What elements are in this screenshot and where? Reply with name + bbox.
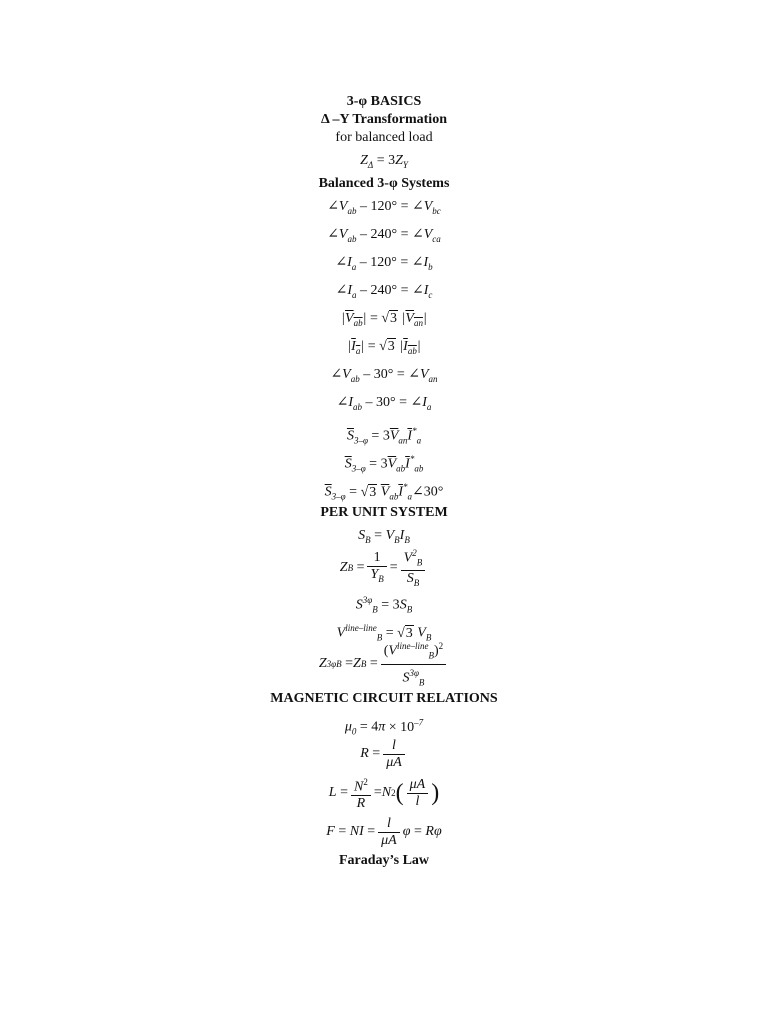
eq-vab-mag: $|V_{ab}|$ = √ 3 $|V_{an}|$ — [0, 305, 768, 333]
eq-s3phi-van: $\overline{S}_{3-\varphi} = 3\overline{V}_{an}\overline{I}^*_a$ — [346, 426, 422, 446]
eq-vab-240: $\angle V_{ab} - 240^\circ$ = $\angle V_{ca}$ — [327, 227, 441, 244]
eq-vab-30: $\angle V_{ab} - 30^\circ$ = $\angle V_{an}$ — [330, 367, 438, 384]
eq-reluctance: R = $\frac{l}{\mu A}$ — [0, 736, 768, 772]
heading-per-unit: PER UNIT SYSTEM — [320, 505, 448, 520]
heading-3phase-basics: 3-φ BASICS — [346, 94, 422, 109]
eq-inductance: L = $\frac{N^2}{R}$ = N 2 ( $\frac{\mu A}{l}$ ) — [0, 772, 768, 814]
eq-sb3phi: $S^{3\varphi}_B = 3S_B$ — [355, 595, 413, 615]
eq-sb: $S_B = V_BI_B$ — [358, 528, 410, 545]
subheading-balanced-load: for balanced load — [335, 130, 433, 145]
eq-zb3phi: Z 3φ B = Z B = $\frac{(V^{line-line}_B)^2}{S^{3\varphi}_B}$ — [0, 642, 768, 686]
eq-ia-mag: $|I_a|$ = √ 3 $|I_{ab}|$ — [0, 333, 768, 361]
eq-s3phi-vab: $\overline{S}_{3-\varphi} = 3\overline{V}_{ab}\overline{I}^*_{ab}$ — [344, 454, 424, 474]
eq-s3phi-sqrt3: $\overline{S}_{3-\varphi}$ = √ 3 $\overline{V}_{ab}\overline{I}^*_a\angle 30^\circ$ — [0, 473, 768, 501]
eq-ia-120: $\angle I_a - 120^\circ$ = $\angle I_b$ — [335, 255, 433, 272]
eq-z-delta: $Z_\Delta = 3Z_Y$ — [360, 153, 408, 170]
eq-vb-line: $V^{line-line}_B$ = √ 3 $V_B$ — [0, 614, 768, 642]
heading-delta-y: Δ –Y Transformation — [321, 112, 447, 127]
eq-mmf: F = NI = $\frac{l}{\mu A}$ φ = Rφ — [326, 815, 442, 848]
eq-vab-120: $\angle V_{ab} - 120^\circ$ = $\angle V_{bc}$ — [327, 199, 441, 216]
heading-balanced-systems: Balanced 3-φ Systems — [318, 176, 450, 191]
formula-sheet — [0, 93, 768, 870]
eq-ia-240: $\angle I_a - 240^\circ$ = $\angle I_c$ — [335, 283, 433, 300]
eq-mu0: $\mu_0 = 4\pi \times 10^{-7}$ — [344, 717, 424, 737]
eq-zb: Z B = $\frac{1}{Y_B}$ = $\frac{V^2_B}{S_B}$ — [0, 550, 768, 586]
heading-faraday: Faraday’s Law — [338, 853, 430, 868]
heading-magnetic: MAGNETIC CIRCUIT RELATIONS — [270, 691, 498, 706]
eq-iab-30: $\angle I_{ab} - 30^\circ$ = $\angle I_a$ — [336, 395, 432, 412]
